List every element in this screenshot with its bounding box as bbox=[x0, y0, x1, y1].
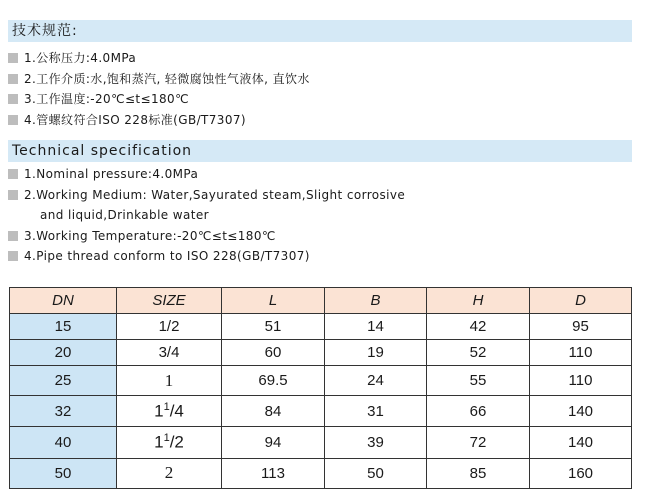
cell-l: 69.5 bbox=[222, 365, 325, 395]
list-item: 2.工作介质:水,饱和蒸汽, 轻微腐蚀性气液体, 直饮水 bbox=[8, 69, 310, 90]
cell-dn: 15 bbox=[10, 313, 117, 339]
cell-size: 1/2 bbox=[117, 313, 222, 339]
cell-l: 113 bbox=[222, 458, 325, 488]
cell-l: 60 bbox=[222, 339, 325, 365]
cell-b: 19 bbox=[325, 339, 427, 365]
cell-dn: 25 bbox=[10, 365, 117, 395]
cell-d: 110 bbox=[530, 339, 632, 365]
list-item: 1.公称压力:4.0MPa bbox=[8, 48, 310, 69]
list-item: 3.Working Temperature:-20℃≤t≤180℃ bbox=[8, 226, 405, 247]
bullet-icon bbox=[8, 169, 18, 179]
table-row bbox=[10, 396, 632, 427]
cell-h: 72 bbox=[427, 427, 530, 458]
table-row bbox=[10, 339, 632, 365]
en-spec-heading: Technical specification bbox=[8, 140, 632, 162]
cell-h: 55 bbox=[427, 365, 530, 395]
cell-size: 1 bbox=[117, 365, 222, 395]
header-size: SIZE bbox=[117, 288, 222, 314]
table-row bbox=[10, 365, 632, 395]
cn-spec-list bbox=[8, 48, 310, 130]
header-h: H bbox=[427, 288, 530, 314]
cell-dn: 20 bbox=[10, 339, 117, 365]
bullet-icon bbox=[8, 251, 18, 261]
table-row bbox=[10, 313, 632, 339]
cell-b: 31 bbox=[325, 396, 427, 427]
header-d: D bbox=[530, 288, 632, 314]
cn-spec-heading: 技术规范: bbox=[8, 20, 632, 42]
cell-size: 3/4 bbox=[117, 339, 222, 365]
cell-d: 140 bbox=[530, 396, 632, 427]
table-row bbox=[10, 458, 632, 488]
list-item: 4.Pipe thread conform to ISO 228(GB/T7307) bbox=[8, 246, 405, 267]
cell-d: 160 bbox=[530, 458, 632, 488]
cell-dn: 32 bbox=[10, 396, 117, 427]
bullet-icon bbox=[8, 115, 18, 125]
table-header-row bbox=[10, 288, 632, 314]
cell-b: 39 bbox=[325, 427, 427, 458]
table-row bbox=[10, 427, 632, 458]
cell-l: 51 bbox=[222, 313, 325, 339]
bullet-icon bbox=[8, 74, 18, 84]
bullet-icon bbox=[8, 190, 18, 200]
cell-l: 94 bbox=[222, 427, 325, 458]
header-l: L bbox=[222, 288, 325, 314]
list-item: 3.工作温度:-20℃≤t≤180℃ bbox=[8, 89, 310, 110]
cell-dn: 50 bbox=[10, 458, 117, 488]
list-item: 1.Nominal pressure:4.0MPa bbox=[8, 164, 405, 185]
cell-d: 95 bbox=[530, 313, 632, 339]
cell-dn: 40 bbox=[10, 427, 117, 458]
bullet-icon bbox=[8, 231, 18, 241]
cell-b: 24 bbox=[325, 365, 427, 395]
list-item: 2.Working Medium: Water,Sayurated steam,Slight corrosive bbox=[8, 185, 405, 206]
list-item: 4.管螺纹符合ISO 228标准(GB/T7307) bbox=[8, 110, 310, 131]
cell-d: 140 bbox=[530, 427, 632, 458]
cell-h: 85 bbox=[427, 458, 530, 488]
bullet-icon bbox=[8, 94, 18, 104]
cell-size: 2 bbox=[117, 458, 222, 488]
header-dn: DN bbox=[10, 288, 117, 314]
header-b: B bbox=[325, 288, 427, 314]
cell-d: 110 bbox=[530, 365, 632, 395]
cell-h: 52 bbox=[427, 339, 530, 365]
cell-h: 66 bbox=[427, 396, 530, 427]
cell-size: $1^1/4$ bbox=[117, 396, 222, 427]
cell-b: 14 bbox=[325, 313, 427, 339]
en-spec-list bbox=[8, 164, 405, 267]
cell-l: 84 bbox=[222, 396, 325, 427]
dimension-table bbox=[9, 287, 632, 489]
cell-size: $1^1/2$ bbox=[117, 427, 222, 458]
cell-h: 42 bbox=[427, 313, 530, 339]
bullet-icon bbox=[8, 53, 18, 63]
list-item-continuation: and liquid,Drinkable water bbox=[40, 208, 209, 222]
cell-b: 50 bbox=[325, 458, 427, 488]
